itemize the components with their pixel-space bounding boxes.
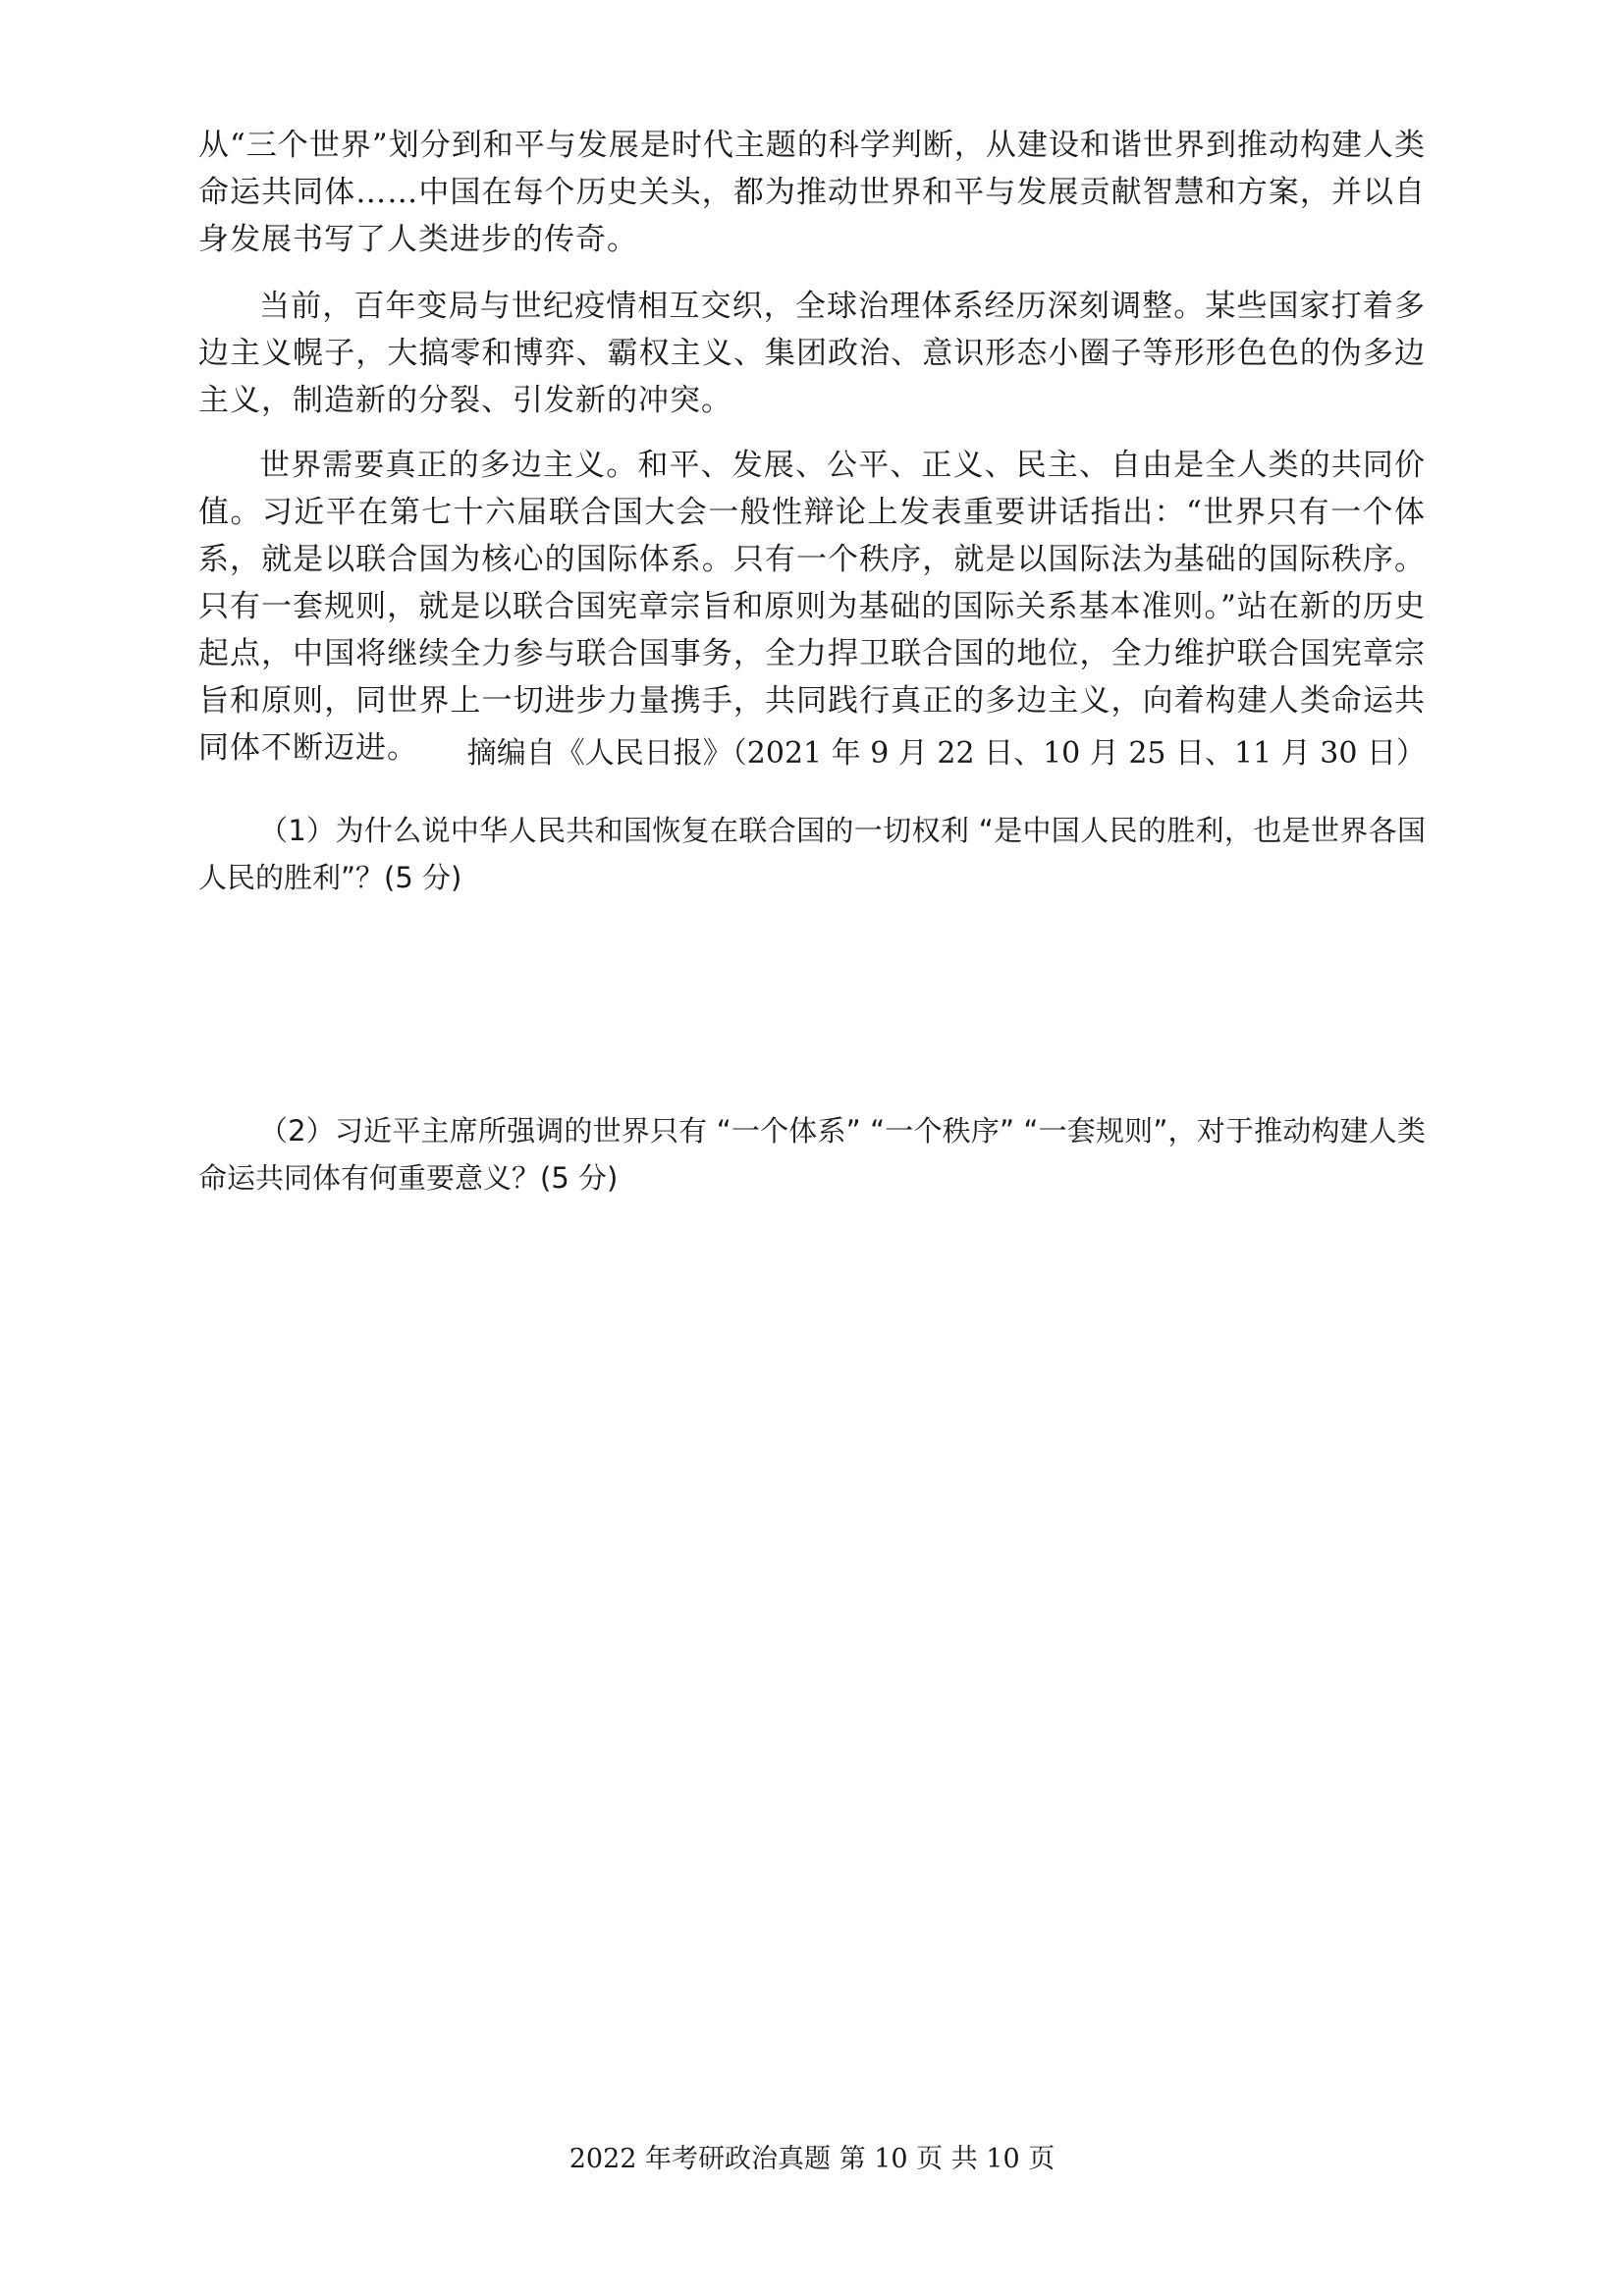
- question-2: （2）习近平主席所强调的世界只有 “一个体系” “一个秩序” “一套规则”，对于推动构建人类命运共同体有何重要意义？(5 分): [198, 1114, 1426, 1195]
- passage-source-citation: 摘编自《人民日报》（2021 年 9 月 22 日、10 月 25 日、11 月 30 日）: [466, 736, 1426, 771]
- page-footer: 2022 年考研政治真题 第 10 页 共 10 页: [568, 2144, 1056, 2174]
- passage-paragraph-2: 当前，百年变局与世纪疫情相互交织，全球治理体系经历深刻调整。某些国家打着多边主义幌子，大搞零和博弈、霸权主义、集团政治、意识形态小圈子等形形色色的伪多边主义，制造新的分裂、引发新的冲突。: [198, 289, 1426, 418]
- passage-paragraph-3: 世界需要真正的多边主义。和平、发展、公平、正义、民主、自由是全人类的共同价值。习近平在第七十六届联合国大会一般性辩论上发表重要讲话指出：“世界只有一个体系，就是以联合国为核心的国际体系。只有一个秩序，就是以国际法为基础的国际秩序。只有一套规则，就是以联合国宪章宗旨和原则为基础的国际关系基本准则。”站在新的历史起点，中国将继续全力参与联合国事务，全力捍卫联合国的地位，全力维护联合国宪章宗旨和原则，同世界上一切进步力量携手，共同践行真正的多边主义，向着构建人类命运共同体不断迈进。: [198, 448, 1426, 766]
- passage-paragraph-1: 从“三个世界”划分到和平与发展是时代主题的科学判断，从建设和谐世界到推动构建人类命运共同体……中国在每个历史关头，都为推动世界和平与发展贡献智慧和方案，并以自身发展书写了人类进步的传奇。: [198, 128, 1426, 257]
- question-1: （1）为什么说中华人民共和国恢复在联合国的一切权利 “是中国人民的胜利，也是世界各国人民的胜利”？(5 分): [198, 814, 1426, 894]
